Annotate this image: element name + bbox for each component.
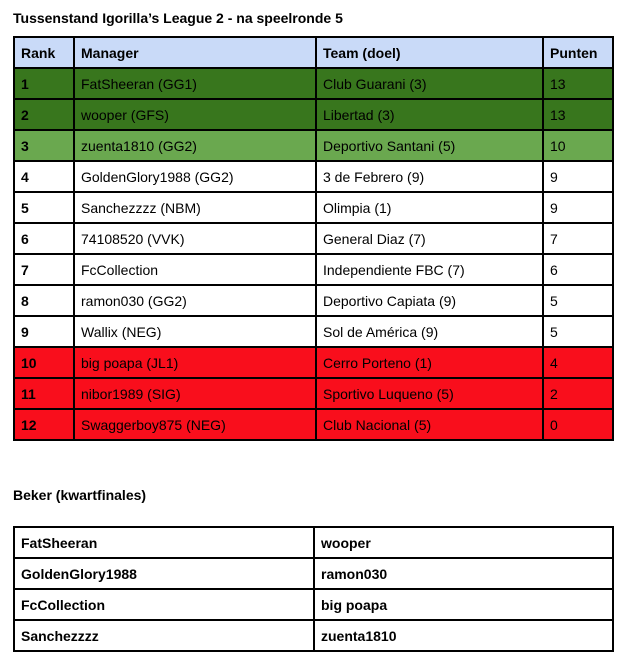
cup-match-row <box>14 620 613 651</box>
cup-title: Beker (kwartfinales) <box>13 487 147 503</box>
rank-cell: 12 <box>14 409 74 440</box>
rank-cell: 5 <box>14 192 74 223</box>
manager-cell: zuenta1810 (GG2) <box>74 130 316 161</box>
rank-cell: 9 <box>14 316 74 347</box>
points-cell: 7 <box>543 223 613 254</box>
team-cell: Deportivo Capiata (9) <box>316 285 543 316</box>
cup-away-cell: big poapa <box>314 589 613 620</box>
points-cell: 9 <box>543 161 613 192</box>
points-cell: 13 <box>543 99 613 130</box>
cup-home-cell: Sanchezzzz <box>14 620 314 651</box>
rank-cell: 6 <box>14 223 74 254</box>
table-row <box>14 161 613 192</box>
cup-home-cell: FatSheeran <box>14 527 314 558</box>
table-row <box>14 347 613 378</box>
manager-cell: Swaggerboy875 (NEG) <box>74 409 316 440</box>
manager-cell: wooper (GFS) <box>74 99 316 130</box>
team-cell: Libertad (3) <box>316 99 543 130</box>
team-cell: Independiente FBC (7) <box>316 254 543 285</box>
team-cell: General Diaz (7) <box>316 223 543 254</box>
points-cell: 2 <box>543 378 613 409</box>
team-cell: Olimpia (1) <box>316 192 543 223</box>
rank-cell: 4 <box>14 161 74 192</box>
header-manager: Manager <box>74 37 316 68</box>
points-cell: 10 <box>543 130 613 161</box>
rank-cell: 10 <box>14 347 74 378</box>
table-row <box>14 409 613 440</box>
manager-cell: big poapa (JL1) <box>74 347 316 378</box>
rank-cell: 3 <box>14 130 74 161</box>
rank-cell: 1 <box>14 68 74 99</box>
table-row <box>14 99 613 130</box>
points-cell: 13 <box>543 68 613 99</box>
manager-cell: ramon030 (GG2) <box>74 285 316 316</box>
points-cell: 5 <box>543 316 613 347</box>
table-row <box>14 316 613 347</box>
team-cell: Cerro Porteno (1) <box>316 347 543 378</box>
rank-cell: 8 <box>14 285 74 316</box>
standings-title: Tussenstand Igorilla’s League 2 - na speelronde 5 <box>13 10 343 26</box>
cup-away-cell: ramon030 <box>314 558 613 589</box>
rank-cell: 11 <box>14 378 74 409</box>
cup-match-row <box>14 589 613 620</box>
table-row <box>14 192 613 223</box>
table-row <box>14 285 613 316</box>
manager-cell: FatSheeran (GG1) <box>74 68 316 99</box>
table-row <box>14 68 613 99</box>
header-rank: Rank <box>14 37 74 68</box>
cup-match-row <box>14 558 613 589</box>
points-cell: 6 <box>543 254 613 285</box>
points-cell: 0 <box>543 409 613 440</box>
table-row <box>14 254 613 285</box>
points-cell: 4 <box>543 347 613 378</box>
cup-home-cell: GoldenGlory1988 <box>14 558 314 589</box>
team-cell: Club Nacional (5) <box>316 409 543 440</box>
team-cell: Sol de América (9) <box>316 316 543 347</box>
table-row <box>14 223 613 254</box>
rank-cell: 2 <box>14 99 74 130</box>
cup-away-cell: zuenta1810 <box>314 620 613 651</box>
manager-cell: nibor1989 (SIG) <box>74 378 316 409</box>
manager-cell: 74108520 (VVK) <box>74 223 316 254</box>
header-row <box>14 37 613 68</box>
cup-table <box>13 526 614 652</box>
team-cell: Sportivo Luqueno (5) <box>316 378 543 409</box>
manager-cell: Wallix (NEG) <box>74 316 316 347</box>
manager-cell: GoldenGlory1988 (GG2) <box>74 161 316 192</box>
standings-table <box>13 36 614 441</box>
cup-match-row <box>14 527 613 558</box>
header-points: Punten <box>543 37 613 68</box>
manager-cell: FcCollection <box>74 254 316 285</box>
points-cell: 9 <box>543 192 613 223</box>
cup-away-cell: wooper <box>314 527 613 558</box>
team-cell: Deportivo Santani (5) <box>316 130 543 161</box>
header-team: Team (doel) <box>316 37 543 68</box>
points-cell: 5 <box>543 285 613 316</box>
team-cell: 3 de Febrero (9) <box>316 161 543 192</box>
team-cell: Club Guarani (3) <box>316 68 543 99</box>
table-row <box>14 378 613 409</box>
cup-home-cell: FcCollection <box>14 589 314 620</box>
rank-cell: 7 <box>14 254 74 285</box>
table-row <box>14 130 613 161</box>
manager-cell: Sanchezzzz (NBM) <box>74 192 316 223</box>
